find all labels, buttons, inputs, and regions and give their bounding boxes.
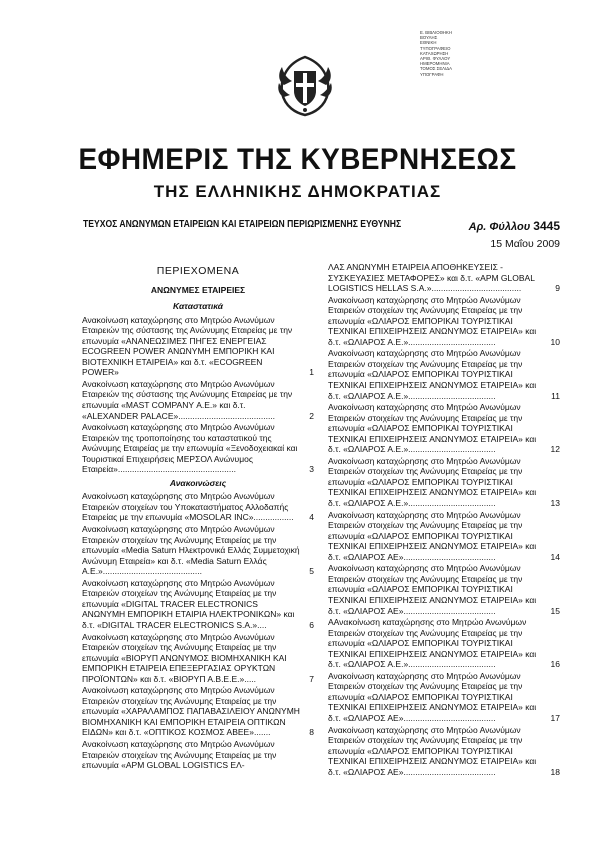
toc-entry [82, 524, 314, 577]
toc-entry-text: Ανακοίνωση καταχώρησης στο Μητρώο Ανωνύμων Εταιρειών στοιχείων της Ανώνυμης Εταιρείας με την επωνυμία «APM GLOBAL LOGISTICS ΕΛ- [82, 738, 277, 771]
stamp-line: ΤΟΜΟΣ ΣΕΛΙΔΑ [420, 66, 452, 72]
toc-entry [328, 456, 560, 509]
toc-entry [82, 422, 314, 475]
toc-entry-page: 9 [555, 283, 560, 294]
stamp-line: ΥΠΟΓΡΑΦΗ [420, 71, 444, 77]
toc-entry-text: ΛΑΣ ΑΝΩΝΥΜΗ ΕΤΑΙΡΕΙΑ ΑΠΟΘΗΚΕΥΣΕΙΣ - ΣΥΣΚΕΥΑΣΙΕΣ ΜΕΤΑΦΟΡΕΣ» και δ.τ. «APM GLOBAL LOGISTICS HELLAS S.A.»...................................... [328, 262, 535, 294]
toc-entry [328, 402, 560, 455]
subsection-statutes: Καταστατικά [173, 301, 223, 312]
toc-entry-text: Ανακοίνωση καταχώρησης στο Μητρώο Ανωνύμων Εταιρειών στοιχείων της Ανώνυμης Εταιρείας με την επωνυμία «ΒΙΟΡΥΠ ΑΝΩΝΥΜΟΣ ΒΙΟΜΗΧΑΝΙΚΗ ΚΑΙ ΕΜΠΟΡΙΚΗ ΕΤΑΙΡΕΙΑ ΕΠΕΞΕΡΓΑΣΙΑΣ ΟΡΥΚΤΩΝ ΠΡΟΪΟΝΤΩΝ» και δ.τ. «ΒΙΟΡΥΠ Α.Β.Ε.Ε.»..... [82, 631, 287, 684]
toc-entry [328, 671, 560, 724]
stamp-line: ΤΥΠΟΓΡΑΦΕΙΟ [420, 45, 451, 51]
toc-heading: ΠΕΡΙΕΧΟΜΕΝΑ [156, 265, 240, 277]
toc-entry-text: Ανακοίνωση καταχώρησης στο Μητρώο Ανωνύμων Εταιρειών στοιχείων της Ανώνυμης Εταιρείας με την επωνυμία «ΧΑΡΑΛΑΜΠΟΣ ΠΑΠΑΒΑΣΙΛΕΙΟΥ ΑΝΩΝΥΜΗ ΒΙΟΜΗΧΑΝΙΚΗ ΚΑΙ ΕΜΠΟΡΙΚΗ ΕΤΑΙΡΕΙΑ ΟΠΤΙΚΩΝ ΕΙΔΩΝ» και δ.τ. «ΟΠΤΙΚΟΣ ΚΟΣΜΟΣ ΑΒΕΕ»....... [82, 685, 300, 738]
toc-entry-page: 15 [550, 605, 560, 616]
toc-entry [328, 510, 560, 563]
stamp-line: ΚΑΤΑΧΩΡΗΣΗ [420, 50, 449, 56]
toc-entry-page: 5 [309, 566, 314, 577]
toc-entry-text: Ανακοίνωση καταχώρησης στο Μητρώο Ανωνύμων Εταιρειών της τροποποίησης του καταστατικού της Ανώνυμης Εταιρείας με την επωνυμία «Ξενοδοχειακαί και Τουριστικαί Επιχειρήσεις ΜΕΡΣΟΛ Ανώνυμος Εταιρεία».................................................. [82, 422, 298, 475]
toc-entry-text: Ανακοίνωση καταχώρησης στο Μητρώο Ανωνύμων Εταιρειών στοιχείων της Ανώνυμης Εταιρείας με την επωνυμία «Media Saturn Ηλεκτρονικά Ελλάς Συμμετοχική Ανώνυμη Εταιρεία» και δ.τ. «Media Saturn Ελλάς Α.Ε.».......................................... [82, 524, 300, 577]
stamp-line: ΒΟΥΛΗΣ [420, 35, 438, 41]
toc-entry-page: 7 [309, 673, 314, 684]
subsection-notices: Ανακοινώσεις [169, 477, 227, 488]
stamp-line: ΑΡΙΘ. ΦΥΛΛΟΥ [420, 56, 451, 62]
toc-entry-page: 4 [309, 512, 314, 523]
toc-entry-page: 3 [309, 464, 314, 475]
section-heading: ΑΝΩΝΥΜΕΣ ΕΤΑΙΡΕΙΕΣ [150, 284, 246, 295]
toc-entry-page: 17 [550, 712, 560, 723]
gazette-subtitle: ΤΗΣ ΕΛΛΗΝΙΚΗΣ ΔΗΜΟΚΡΑΤΙΑΣ [153, 182, 442, 201]
library-stamp [420, 30, 480, 77]
toc-entry [82, 578, 314, 631]
gazette-title: ΕΦΗΜΕΡΙΣ ΤΗΣ ΚΥΒΕΡΝΗΣΕΩΣ [78, 143, 517, 176]
toc-entry-text: Ανακοίνωση καταχώρησης στο Μητρώο Ανωνύμων Εταιρειών στοιχείων της Ανώνυμης Εταιρείας με την επωνυμία «ΩΛΙΑΡΟΣ ΕΜΠΟΡΙΚΑΙ ΤΟΥΡΙΣΤΙΚΑΙ ΤΕΧΝΙΚΑΙ ΕΠΙΧΕΙΡΗΣΕΙΣ ΑΝΩΝΥΜΟΣ ΕΤΑΙΡΕΙΑ» και δ.τ. «ΩΛΙΑΡΟΣ ΑΕ»....................................... [328, 563, 537, 616]
toc-entry-page: 16 [550, 659, 560, 670]
toc-entry-page: 6 [309, 619, 314, 630]
toc-entry-text: Ανακοίνωση καταχώρησης στο Μητρώο Ανωνύμων Εταιρειών στοιχείων της Ανώνυμης Εταιρείας με την επωνυμία «ΩΛΙΑΡΟΣ ΕΜΠΟΡΙΚΑΙ ΤΟΥΡΙΣΤΙΚΑΙ ΤΕΧΝΙΚΑΙ ΕΠΙΧΕΙΡΗΣΕΙΣ ΑΝΩΝΥΜΟΣ ΕΤΑΙΡΕΙΑ» και δ.τ. «ΩΛΙΑΡΟΣ Α.Ε.»..................................... [328, 294, 537, 347]
toc-entry-text: Ανακοίνωση καταχώρησης στο Μητρώο Ανωνύμων Εταιρειών στοιχείων της Ανώνυμης Εταιρείας με την επωνυμία «ΩΛΙΑΡΟΣ ΕΜΠΟΡΙΚΑΙ ΤΟΥΡΙΣΤΙΚΑΙ ΤΕΧΝΙΚΑΙ ΕΠΙΧΕΙΡΗΣΕΙΣ ΑΝΩΝΥΜΟΣ ΕΤΑΙΡΕΙΑ» και δ.τ. «ΩΛΙΑΡΟΣ ΑΕ»....................................... [328, 724, 537, 777]
sheet-number: 3445 [533, 219, 560, 233]
toc-entry-text: Ανακοίνωση καταχώρησης στο Μητρώο Ανωνύμων Εταιρειών της σύστασης της Ανώνυμης Εταιρείας με την επωνυμία «ΑΝΑΝΕΩΣΙΜΕΣ ΠΗΓΕΣ ΕΝΕΡΓΕΙΑΣ ECOGREEN POWER ΑΝΩΝΥΜΗ ΕΜΠΟΡΙΚΗ ΚΑΙ ΒΙΟΤΕΧΝΙΚΗ ΕΤΑΙΡΕΙΑ» και δ.τ. «ECOGREEN POWER» [82, 314, 293, 378]
toc-entry-page: 14 [550, 551, 560, 562]
toc-entry [82, 739, 314, 771]
toc-right-column [328, 262, 560, 778]
toc-entry [328, 295, 560, 348]
sheet-number-block [469, 219, 560, 233]
toc-entry [328, 725, 560, 778]
toc-entry [328, 563, 560, 616]
toc-entry-text: Ανακοίνωση καταχώρησης στο Μητρώο Ανωνύμων Εταιρειών της σύστασης της Ανώνυμης Εταιρείας με την επωνυμία «MAST COMPANY Α.Ε.» και δ.τ. «ALEXANDER PALACE»......................................... [82, 378, 293, 421]
toc-entry-text: Ανακοίνωση καταχώρησης στο Μητρώο Ανωνύμων Εταιρειών στοιχείων της Ανώνυμης Εταιρείας με την επωνυμία «ΩΛΙΑΡΟΣ ΕΜΠΟΡΙΚΑΙ ΤΟΥΡΙΣΤΙΚΑΙ ΤΕΧΝΙΚΑΙ ΕΠΙΧΕΙΡΗΣΕΙΣ ΑΝΩΝΥΜΟΣ ΕΤΑΙΡΕΙΑ» και δ.τ. «ΩΛΙΑΡΟΣ Α.Ε.»..................................... [328, 402, 537, 455]
issue-label: ΤΕΥΧΟΣ ΑΝΩΝΥΜΩΝ ΕΤΑΙΡΕΙΩΝ ΚΑΙ ΕΤΑΙΡΕΙΩΝ ΠΕΡΙΩΡΙΣΜΕΝΗΣ ΕΥΘΥΝΗΣ [83, 219, 402, 230]
sheet-label: Αρ. Φύλλου [468, 221, 531, 233]
toc-entry-page: 11 [551, 390, 560, 401]
toc-entry [328, 617, 560, 670]
toc-entry-text: Ανακοίνωση καταχώρησης στο Μητρώο Ανωνύμων Εταιρειών στοιχείων της Ανώνυμης Εταιρείας με την επωνυμία «DIGITAL TRACER ELECTRONICS ΑΝΩΝΥΜΗ ΕΜΠΟΡΙΚΗ ΕΤΑΙΡΙΑ ΗΛΕΚΤΡΟΝΙΚΩΝ» και δ.τ. «DIGITAL TRACER ELECTRONICS S.A.».... [82, 577, 295, 630]
toc-entry-text: Ανακοίνωση καταχώρησης στο Μητρώο Ανωνύμων Εταιρειών στοιχείων της Ανώνυμης Εταιρείας με την επωνυμία «ΩΛΙΑΡΟΣ ΕΜΠΟΡΙΚΑΙ ΤΟΥΡΙΣΤΙΚΑΙ ΤΕΧΝΙΚΑΙ ΕΠΙΧΕΙΡΗΣΕΙΣ ΑΝΩΝΥΜΟΣ ΕΤΑΙΡΕΙΑ» και δ.τ. «ΩΛΙΑΡΟΣ Α.Ε.»..................................... [328, 455, 537, 509]
toc-entry-page: 1 [309, 367, 314, 378]
stamp-line: Ε. ΒΙΒΛΙΟΘΗΚΗ [420, 30, 453, 35]
toc-entry-text: Ανακοίνωση καταχώρησης στο Μητρώο Ανωνύμων Εταιρειών στοιχείων της Ανώνυμης Εταιρείας με την επωνυμία «ΩΛΙΑΡΟΣ ΕΜΠΟΡΙΚΑΙ ΤΟΥΡΙΣΤΙΚΑΙ ΤΕΧΝΙΚΑΙ ΕΠΙΧΕΙΡΗΣΕΙΣ ΑΝΩΝΥΜΟΣ ΕΤΑΙΡΕΙΑ» και δ.τ. «ΩΛΙΑΡΟΣ ΑΕ»....................................... [328, 670, 537, 723]
stamp-line: ΕΘΝΙΚΗ [420, 40, 437, 46]
issue-date: 15 Μαΐου 2009 [490, 238, 560, 250]
coat-of-arms-icon [276, 55, 334, 117]
toc-entry-page: 2 [309, 410, 314, 421]
toc-entry-text: Ανακοίνωση καταχώρησης στο Μητρώο Ανωνύμων Εταιρειών στοιχείων του Υποκαταστήματος Αλλοδαπής Εταιρείας με την επωνυμία «MOSOLAR INC»................. [82, 491, 294, 523]
toc-entry [82, 632, 314, 685]
toc-entry-page: 18 [550, 766, 560, 777]
toc-entry-text: Ανακοίνωση καταχώρησης στο Μητρώο Ανωνύμων Εταιρειών στοιχείων της Ανώνυμης Εταιρείας με την επωνυμία «ΩΛΙΑΡΟΣ ΕΜΠΟΡΙΚΑΙ ΤΟΥΡΙΣΤΙΚΑΙ ΤΕΧΝΙΚΑΙ ΕΠΙΧΕΙΡΗΣΕΙΣ ΑΝΩΝΥΜΟΣ ΕΤΑΙΡΕΙΑ» και δ.τ. «ΩΛΙΑΡΟΣ Α.Ε.»..................................... [328, 348, 537, 401]
issue-header [83, 219, 560, 233]
toc-entry-page: 10 [550, 336, 560, 347]
toc-entry-page: 8 [309, 727, 314, 738]
toc-entry [82, 685, 314, 738]
toc-entry-page: 12 [550, 444, 560, 455]
toc-entry [82, 379, 314, 421]
toc-left-column [82, 262, 314, 772]
toc-entry [82, 491, 314, 523]
stamp-line: ΗΜΕΡΟΜΗΝΙΑ [420, 61, 450, 67]
toc-entry-text: ΑΑνακοίνωση καταχώρησης στο Μητρώο Ανωνύμων Εταιρειών στοιχείων της Ανώνυμης Εταιρείας με την επωνυμία «ΩΛΙΑΡΟΣ ΕΜΠΟΡΙΚΑΙ ΤΟΥΡΙΣΤΙΚΑΙ ΤΕΧΝΙΚΑΙ ΕΠΙΧΕΙΡΗΣΕΙΣ ΑΝΩΝΥΜΟΣ ΕΤΑΙΡΕΙΑ» και δ.τ. «ΩΛΙΑΡΟΣ Α.Ε.»..................................... [328, 617, 537, 670]
toc-entry [328, 262, 560, 294]
toc-entry-page: 13 [550, 498, 560, 509]
toc-entry [82, 315, 314, 378]
toc-entry [328, 348, 560, 401]
toc-entry-text: Ανακοίνωση καταχώρησης στο Μητρώο Ανωνύμων Εταιρειών στοιχείων της Ανώνυμης Εταιρείας με την επωνυμία «ΩΛΙΑΡΟΣ ΕΜΠΟΡΙΚΑΙ ΤΟΥΡΙΣΤΙΚΑΙ ΤΕΧΝΙΚΑΙ ΕΠΙΧΕΙΡΗΣΕΙΣ ΑΝΩΝΥΜΟΣ ΕΤΑΙΡΕΙΑ» και δ.τ. «ΩΛΙΑΡΟΣ ΑΕ»....................................... [328, 509, 537, 562]
